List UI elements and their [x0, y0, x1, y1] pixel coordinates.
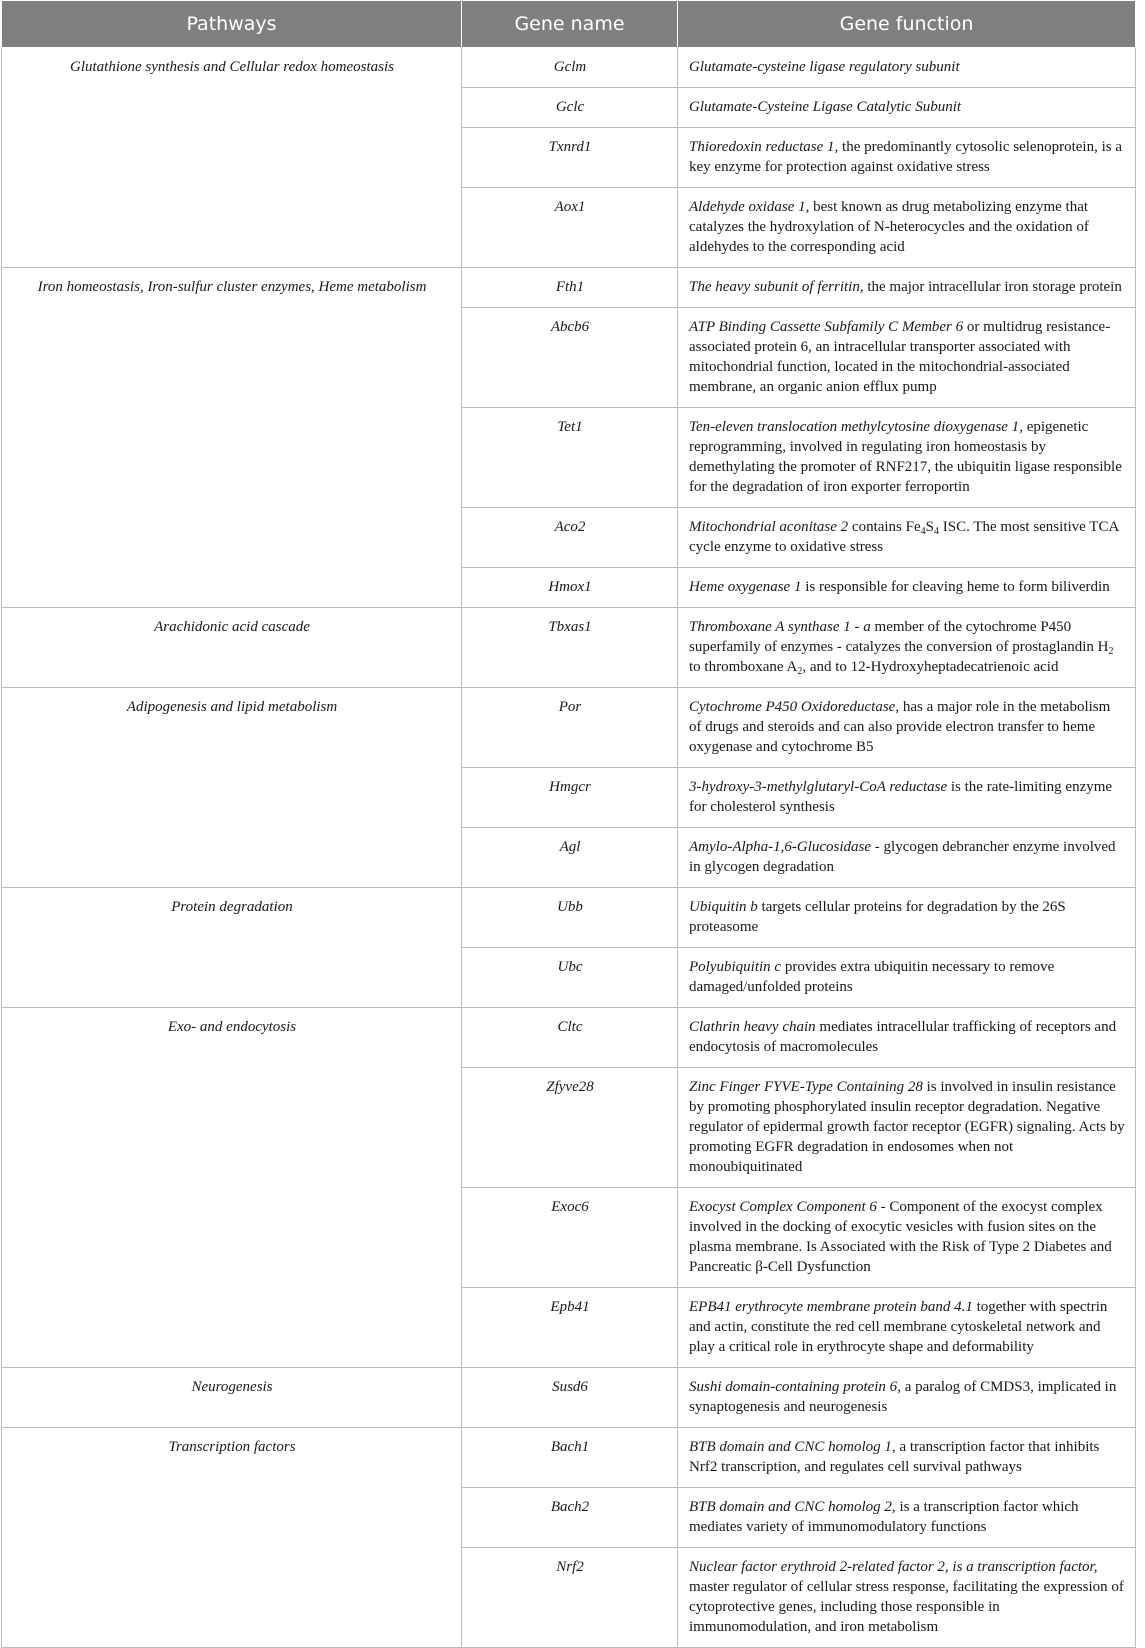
gene-function-text: together with spectrin and actin, constitute the red cell membrane cytoskeletal network and play a critical role in erythrocyte shape and deformability — [689, 1299, 1108, 1355]
gene-name-cell: Nrf2 — [462, 1548, 678, 1648]
gene-name-cell: Susd6 — [462, 1368, 678, 1428]
pathway-cell: Glutathione synthesis and Cellular redox homeostasis — [2, 48, 462, 268]
gene-function-term: Thromboxane A synthase 1 - a — [689, 619, 871, 635]
gene-function-term: Heme oxygenase 1 — [689, 579, 802, 595]
table-row — [2, 1428, 1136, 1488]
gene-function-text: mediates intracellular trafficking of receptors and endocytosis of macromolecules — [689, 1019, 1117, 1055]
gene-name-cell: Bach2 — [462, 1488, 678, 1548]
gene-function-text: , a transcription factor that inhibits Nrf2 transcription, and regulates cell survival pathways — [689, 1439, 1100, 1475]
gene-function-cell — [678, 828, 1136, 888]
gene-function-cell — [678, 408, 1136, 508]
gene-function-text: provides extra ubiquitin necessary to remove damaged/unfolded proteins — [689, 959, 1055, 995]
gene-function-cell — [678, 1428, 1136, 1488]
gene-function-term: Polyubiquitin c — [689, 959, 782, 975]
gene-function-cell — [678, 1548, 1136, 1648]
table-row — [2, 1008, 1136, 1068]
gene-function-term: Nuclear factor erythroid 2-related factor 2, is a transcription factor, — [689, 1559, 1098, 1575]
gene-name-cell: Epb41 — [462, 1288, 678, 1368]
gene-pathway-table — [1, 0, 1136, 1648]
gene-function-term: The heavy subunit of ferritin, — [689, 279, 864, 295]
gene-function-cell — [678, 308, 1136, 408]
gene-function-cell — [678, 568, 1136, 608]
gene-function-cell — [678, 1488, 1136, 1548]
gene-function-text: to thromboxane A — [689, 659, 798, 675]
gene-function-cell — [678, 88, 1136, 128]
gene-name-cell: Gclc — [462, 88, 678, 128]
gene-function-term: Zinc Finger FYVE-Type Containing 28 — [689, 1079, 923, 1095]
gene-function-text: - Component of the exocyst complex involved in the docking of exocytic vesicles with fusion sites on the plasma membrane. Is Associated with the Risk of Type 2 Diabetes and Pancreatic β-Cell Dysfunction — [689, 1199, 1112, 1275]
gene-name-cell: Abcb6 — [462, 308, 678, 408]
gene-function-cell — [678, 1068, 1136, 1188]
gene-function-text: , a paralog of CMDS3, implicated in synaptogenesis and neurogenesis — [689, 1379, 1117, 1415]
gene-name-cell: Hmgcr — [462, 768, 678, 828]
gene-function-term: Sushi domain-containing protein 6 — [689, 1379, 898, 1395]
gene-name-cell: Aox1 — [462, 188, 678, 268]
header-gene-name: Gene name — [462, 1, 678, 48]
gene-function-text: , has a major role in the metabolism of drugs and steroids and can also provide electron transfer to heme oxygenase and cytochrome B5 — [689, 699, 1111, 755]
gene-name-cell: Por — [462, 688, 678, 768]
gene-name-cell: Zfyve28 — [462, 1068, 678, 1188]
gene-function-text: - glycogen debrancher enzyme involved in glycogen degradation — [689, 839, 1116, 875]
gene-function-cell — [678, 608, 1136, 688]
gene-function-cell — [678, 188, 1136, 268]
gene-function-text: is the rate-limiting enzyme for cholesterol synthesis — [689, 779, 1113, 815]
gene-function-term: Aldehyde oxidase 1, — [689, 199, 810, 215]
table-row — [2, 608, 1136, 688]
gene-function-term: Amylo-Alpha-1,6-Glucosidase — [689, 839, 872, 855]
gene-function-cell — [678, 1288, 1136, 1368]
gene-function-text: , epigenetic reprogramming, involved in regulating iron homeostasis by demethylating the promoter of RNF217, the ubiquitin ligase responsible for the degradation of iron exporter ferroportin — [689, 419, 1122, 495]
table-row — [2, 48, 1136, 88]
gene-function-cell — [678, 1008, 1136, 1068]
pathway-cell: Adipogenesis and lipid metabolism — [2, 688, 462, 888]
gene-function-cell — [678, 508, 1136, 568]
gene-function-term: Cytochrome P450 Oxidoreductase — [689, 699, 896, 715]
gene-function-term: BTB domain and CNC homolog 2, — [689, 1499, 896, 1515]
gene-function-text: the major intracellular iron storage protein — [863, 279, 1122, 295]
pathway-cell: Transcription factors — [2, 1428, 462, 1648]
gene-name-cell: Agl — [462, 828, 678, 888]
gene-function-text: , the predominantly cytosolic selenoprotein, is a key enzyme for protection against oxidative stress — [689, 139, 1122, 175]
gene-function-term: Ten-eleven translocation methylcytosine dioxygenase 1 — [689, 419, 1020, 435]
header-gene-function: Gene function — [678, 1, 1136, 48]
gene-function-term: Glutamate-cysteine ligase regulatory subunit — [689, 59, 960, 75]
gene-function-text: S — [925, 519, 934, 535]
gene-function-term: Exocyst Complex Component 6 — [689, 1199, 877, 1215]
gene-name-cell: Bach1 — [462, 1428, 678, 1488]
subscript: 2 — [1108, 646, 1114, 657]
gene-function-cell — [678, 1188, 1136, 1288]
gene-function-text: , and to 12-Hydroxyheptadecatrienoic acid — [802, 659, 1059, 675]
header-row — [2, 1, 1136, 48]
gene-function-text: is involved in insulin resistance by promoting phosphorylated insulin receptor degradation. Negative regulator of epidermal growth factor receptor (EGFR) signaling. Acts by promoting EGFR degradation in endosomes when not monoubiquitinated — [689, 1079, 1125, 1175]
gene-function-text: is a transcription factor which mediates variety of immunomodulatory functions — [689, 1499, 1079, 1535]
gene-name-cell: Gclm — [462, 48, 678, 88]
pathway-cell: Iron homeostasis, Iron-sulfur cluster enzymes, Heme metabolism — [2, 268, 462, 608]
subscript: 4 — [934, 526, 939, 537]
gene-function-term: Ubiquitin b — [689, 899, 758, 915]
gene-function-cell — [678, 1368, 1136, 1428]
gene-name-cell: Txnrd1 — [462, 128, 678, 188]
gene-name-cell: Aco2 — [462, 508, 678, 568]
table-row — [2, 1368, 1136, 1428]
gene-function-cell — [678, 48, 1136, 88]
gene-function-text: is responsible for cleaving heme to form biliverdin — [801, 579, 1110, 595]
gene-function-term: 3-hydroxy-3-methylglutaryl-CoA reductase — [689, 779, 948, 795]
subscript: 4 — [920, 526, 926, 537]
gene-name-cell: Exoc6 — [462, 1188, 678, 1288]
pathway-cell: Neurogenesis — [2, 1368, 462, 1428]
gene-function-text: contains Fe — [848, 519, 921, 535]
pathway-cell: Exo- and endocytosis — [2, 1008, 462, 1368]
gene-name-cell: Cltc — [462, 1008, 678, 1068]
header-pathways: Pathways — [2, 1, 462, 48]
gene-name-cell: Hmox1 — [462, 568, 678, 608]
gene-function-text: ISC. The most sensitive TCA cycle enzyme to oxidative stress — [689, 519, 1119, 555]
gene-function-text: or multidrug resistance-associated protein 6, an intracellular transporter associated with mitochondrial function, located in the mitochondrial-associated membrane, an organic anion efflux pump — [689, 319, 1111, 395]
pathway-cell: Arachidonic acid cascade — [2, 608, 462, 688]
gene-function-text: member of the cytochrome P450 superfamily of enzymes - catalyzes the conversion of prostaglandin H — [689, 619, 1109, 655]
gene-function-text: targets cellular proteins for degradation by the 26S proteasome — [689, 899, 1066, 935]
gene-function-cell — [678, 128, 1136, 188]
subscript: 2 — [797, 666, 803, 677]
gene-function-cell — [678, 688, 1136, 768]
table-row — [2, 888, 1136, 948]
gene-function-term: Thioredoxin reductase 1 — [689, 139, 835, 155]
gene-function-text: master regulator of cellular stress response, facilitating the expression of cytoprotective genes, including those responsible in immunomodulation, and iron metabolism — [689, 1579, 1124, 1635]
gene-function-cell — [678, 768, 1136, 828]
gene-name-cell: Ubb — [462, 888, 678, 948]
gene-function-text: best known as drug metabolizing enzyme that catalyzes the hydroxylation of N-heterocycles and the oxidation of aldehydes to the corresponding acid — [689, 199, 1089, 255]
table-row — [2, 268, 1136, 308]
gene-function-cell — [678, 948, 1136, 1008]
gene-function-term: Mitochondrial aconitase 2 — [689, 519, 849, 535]
gene-function-cell — [678, 268, 1136, 308]
gene-name-cell: Fth1 — [462, 268, 678, 308]
gene-function-term: EPB41 erythrocyte membrane protein band 4.1 — [689, 1299, 973, 1315]
table-body — [2, 48, 1136, 1648]
gene-function-term: ATP Binding Cassette Subfamily C Member 6 — [689, 319, 964, 335]
gene-function-term: Glutamate-Cysteine Ligase Catalytic Subunit — [689, 99, 962, 115]
table-row — [2, 688, 1136, 768]
gene-function-term: BTB domain and CNC homolog 1 — [689, 1439, 892, 1455]
gene-name-cell: Tet1 — [462, 408, 678, 508]
gene-function-term: Clathrin heavy chain — [689, 1019, 816, 1035]
gene-function-cell — [678, 888, 1136, 948]
pathway-cell: Protein degradation — [2, 888, 462, 1008]
gene-name-cell: Ubc — [462, 948, 678, 1008]
gene-name-cell: Tbxas1 — [462, 608, 678, 688]
